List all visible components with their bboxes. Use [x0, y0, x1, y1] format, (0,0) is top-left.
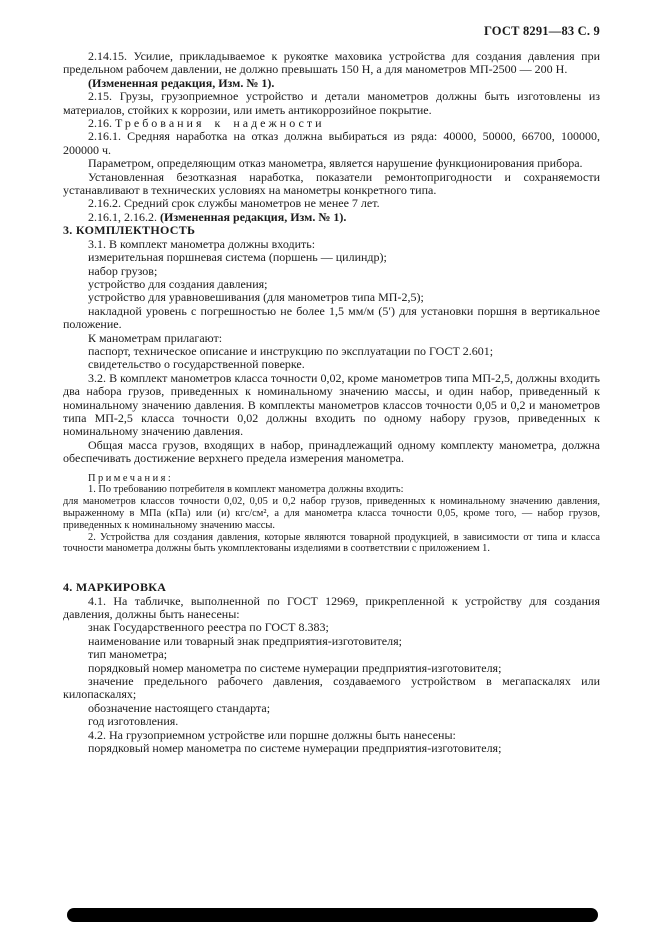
section-3-heading: 3. КОМПЛЕКТНОСТЬ: [63, 223, 196, 238]
para-3-2: 3.2. В комплект манометров класса точности 0,02, кроме манометров типа МП-2,5, должны входить два набора грузов, приведенных к номинальному значению массы, и один набор, приведенный к номинальному значению давления. В комплекты манометров классов точности 0,05 и 0,2 и манометров типа МП-2,5 класса точности 0,02 должны входить по одному набору грузов, приведенных к номинальному значению давления.: [63, 370, 600, 439]
list-item-pressure-value: значение предельного рабочего давления, создаваемого устройством в мегапаскалях или килопаскалях;: [63, 674, 600, 702]
amendment-note-1: (Измененная редакция, Изм. № 1).: [88, 75, 275, 90]
para-parameter-failure: Параметром, определяющим отказ манометра, является нарушение функционирования прибора.: [88, 156, 583, 171]
list-item-level: накладной уровень с погрешностью не более 1,5 мм/м (5′) для установки поршня в вертикальное положение.: [63, 303, 600, 332]
notes-label: Примечания:: [88, 472, 174, 484]
document-content: [63, 50, 600, 755]
para-2-16-2: 2.16.2. Средний срок службы манометров не менее 7 лет.: [88, 196, 380, 211]
subheading-2-16-title: Требования к надежности: [115, 116, 325, 131]
list-item-manometer-type: тип манометра;: [88, 647, 168, 662]
list-item-serial-number-piston: порядковый номер манометра по системе нумерации предприятия-изготовителя;: [88, 741, 502, 756]
para-2-14-15: 2.14.15. Усилие, прикладываемое к рукоятке маховика устройства для создания давления при предельном рабочем давлении, не должно превышать 150 Н, а для манометров МП-2500 — 200 Н.: [63, 49, 600, 77]
amendment-note-2-text: (Измененная редакция, Изм. № 1).: [160, 209, 347, 224]
notes-block: [63, 473, 600, 556]
scan-artifact-bar: [67, 908, 598, 922]
list-item-manufacturer-name: наименование или товарный знак предприятия-изготовителя;: [88, 633, 402, 648]
list-item-weights-set: набор грузов;: [88, 263, 158, 278]
page-header-gost-ref: ГОСТ 8291—83 С. 9: [483, 24, 600, 38]
para-reliability-values: Установленная безотказная наработка, показатели ремонтопригодности и сохраняемости устанавливают в технических условиях на манометры конкретного типа.: [63, 169, 600, 198]
para-2-15: 2.15. Грузы, грузоприемное устройство и детали манометров должны быть изготовлены из материалов, стойких к коррозии, или иметь антикоррозийное покрытие.: [63, 89, 600, 117]
subheading-2-16: [63, 117, 600, 130]
para-4-2: 4.2. На грузоприемном устройстве или поршне должны быть нанесены:: [88, 727, 456, 742]
notes-label-line: [63, 473, 600, 485]
list-item-pressure-device: устройство для создания давления;: [88, 276, 268, 291]
note-1-body: для манометров классов точности 0,02, 0,05 и 0,2 набор грузов, приведенных к номинальному значению давления, выраженному в МПа (кПа) или (и) кгс/см², а для манометра класса точности 0,05, кроме того, — набор грузов, приведенных к номинальному значению массы.: [63, 496, 600, 531]
section-4-heading: 4. МАРКИРОВКА: [63, 580, 167, 595]
list-item-attached-intro: К манометрам прилагают:: [88, 330, 223, 345]
list-item-serial-number: порядковый номер манометра по системе нумерации предприятия-изготовителя;: [88, 660, 502, 675]
list-item-piston-system: измерительная поршневая система (поршень — цилиндр);: [88, 250, 387, 265]
list-item-balancing-device: устройство для уравновешивания (для манометров типа МП-2,5);: [88, 290, 424, 305]
list-item-passport: паспорт, техническое описание и инструкцию по эксплуатации по ГОСТ 2.601;: [88, 343, 494, 358]
note-1-intro: 1. По требованию потребителя в комплект манометра должны входить:: [88, 484, 404, 496]
amendment-note-2: [63, 211, 600, 224]
list-item-year: год изготовления.: [88, 714, 179, 729]
list-item-certificate: свидетельство о государственной поверке.: [88, 357, 305, 372]
para-total-mass: Общая масса грузов, входящих в набор, принадлежащий одному комплекту манометра, должна обеспечивать достижение верхнего предела измерения манометра.: [63, 437, 600, 466]
note-2: 2. Устройства для создания давления, которые являются товарной продукцией, в зависимости от типа и класса точности манометра должны быть укомплектованы изделиями в соответствии с приложением 1.: [63, 531, 600, 555]
list-item-standard-designation: обозначение настоящего стандарта;: [88, 700, 271, 715]
subheading-2-16-number: 2.16.: [88, 116, 112, 131]
para-3-1: 3.1. В комплект манометра должны входить:: [88, 236, 316, 251]
para-2-16-1: 2.16.1. Средняя наработка на отказ должна выбираться из ряда: 40000, 50000, 66700, 100000, 200000 ч.: [63, 129, 600, 157]
amendment-note-2-refs: 2.16.1, 2.16.2.: [88, 209, 157, 224]
para-4-1: 4.1. На табличке, выполненной по ГОСТ 12969, прикрепленной к устройству для создания давления, должны быть нанесены:: [63, 593, 600, 621]
list-item-registry-mark: знак Государственного реестра по ГОСТ 8.383;: [88, 620, 329, 635]
